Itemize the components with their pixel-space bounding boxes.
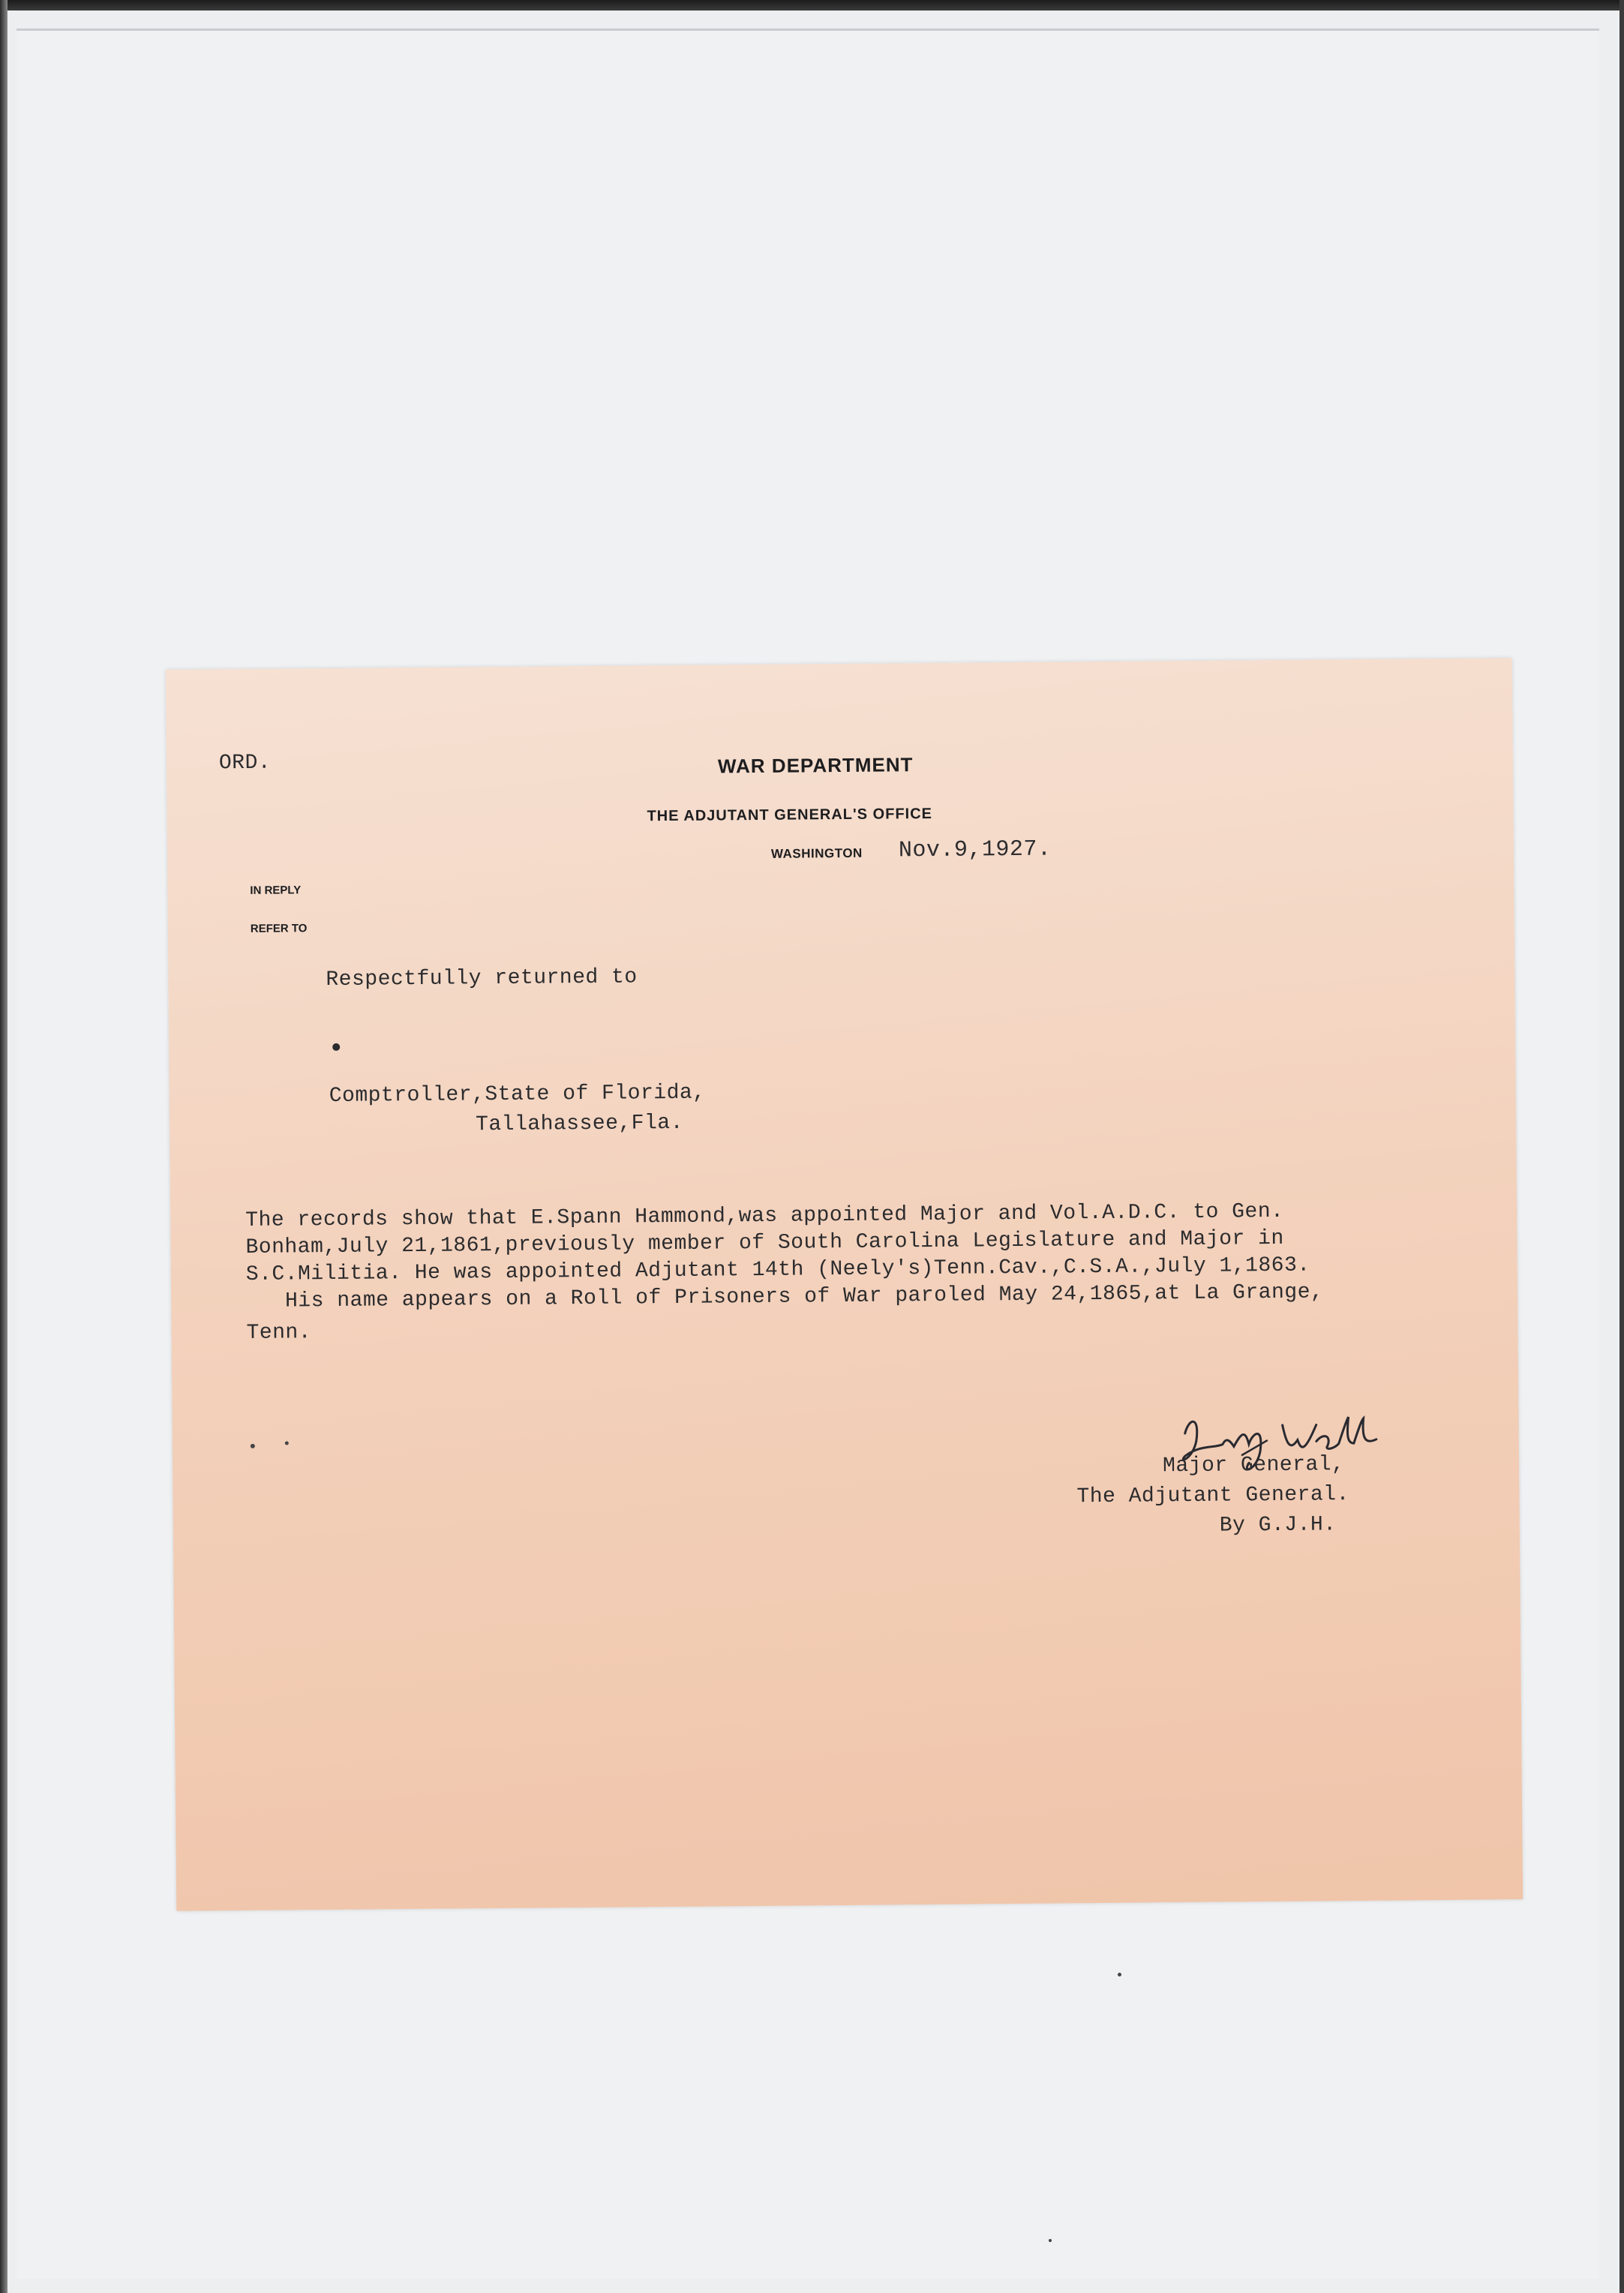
letter-document — [166, 658, 1523, 1911]
body-line: Bonham,July 21,1861,previously member of South Carolina Legislature and Major in — [245, 1226, 1284, 1259]
letter-date: Nov.9,1927. — [898, 836, 1052, 864]
body-line: S.C.Militia. He was appointed Adjutant 14th (Neely's)Tenn.Cav.,C.S.A.,July 1,1863. — [245, 1253, 1310, 1286]
reply-line-1: IN REPLY — [250, 884, 302, 897]
body-line: His name appears on a Roll of Prisoners of War paroled May 24,1865,at La Grange, — [246, 1280, 1324, 1313]
scan-speck — [1118, 1973, 1121, 1976]
body-line: Tenn. — [246, 1321, 312, 1345]
letterhead-office: THE ADJUTANT GENERAL'S OFFICE — [647, 805, 933, 825]
reply-line-2: REFER TO — [250, 922, 308, 935]
body-line: The records show that E.Spann Hammond,was appointed Major and Vol.A.D.C. to Gen. — [245, 1199, 1284, 1232]
signature-title-1: Major General, — [1162, 1453, 1345, 1478]
scan-speck — [1049, 2239, 1052, 2242]
bullet-dot — [332, 1043, 340, 1051]
signature-title-2: The Adjutant General. — [1076, 1483, 1349, 1509]
signature-by-line: By G.J.H. — [1219, 1513, 1337, 1538]
scan-edge-left — [0, 0, 8, 2293]
scan-edge-top — [0, 0, 1624, 11]
recipient-line-2: Tallahassee,Fla. — [475, 1111, 684, 1137]
recipient-line-1: Comptroller,State of Florida, — [329, 1081, 706, 1108]
reply-reference — [250, 858, 308, 961]
signature-block — [1027, 1409, 1478, 1547]
salutation: Respectfully returned to — [326, 965, 638, 992]
scan-edge-right — [1619, 0, 1624, 2293]
ink-speck — [285, 1441, 289, 1445]
place-label: WASHINGTON — [770, 845, 863, 861]
letterhead-department: WAR DEPARTMENT — [717, 753, 914, 778]
ink-speck — [251, 1444, 255, 1448]
file-mark: ORD. — [218, 751, 272, 776]
